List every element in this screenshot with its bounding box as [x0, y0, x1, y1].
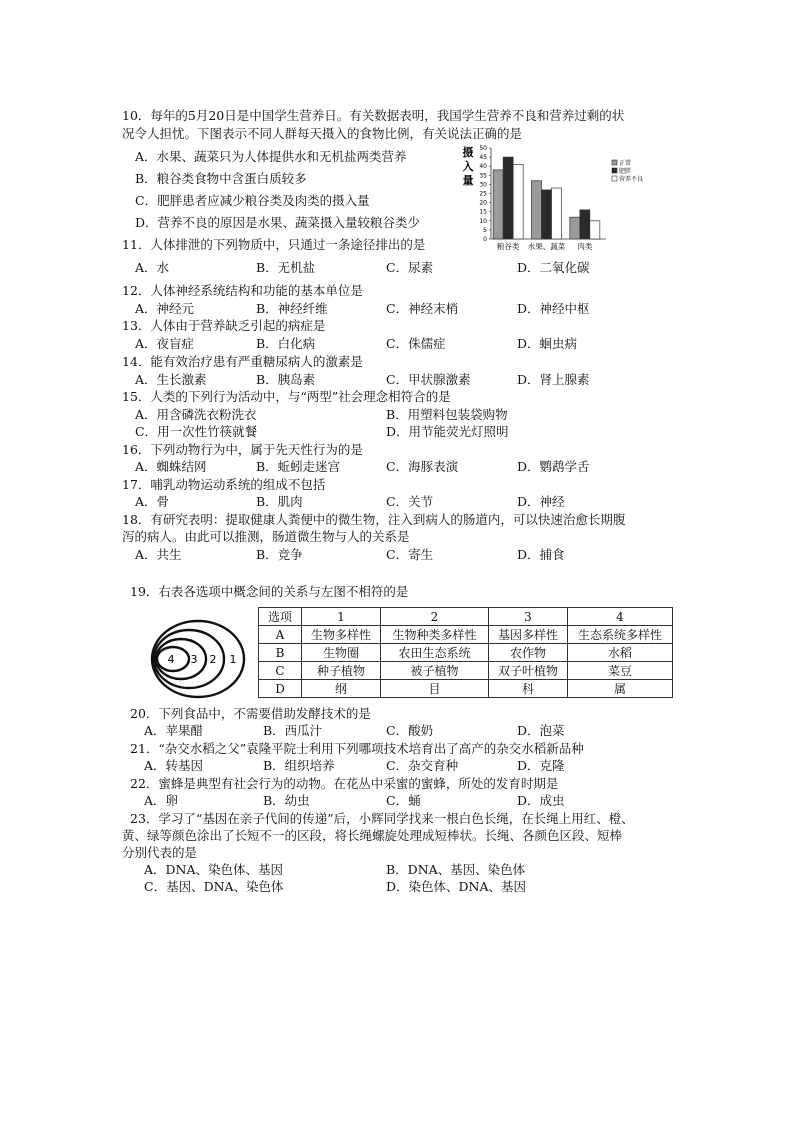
x-category-label: 水果、蔬菜: [527, 242, 566, 251]
y-axis-label-char: 摄: [462, 146, 474, 159]
y-tick-label: 5: [483, 226, 487, 234]
table-cell: 菜豆: [568, 662, 673, 680]
q22-option-d: D．成虫: [517, 793, 565, 808]
q15-option-d: D．用节能荧光灯照明: [386, 424, 509, 439]
q20-option-a: A．苹果醋: [144, 723, 204, 738]
q12-option-a: A．神经元: [135, 301, 195, 316]
circle-label-2: 2: [209, 653, 217, 666]
table-row: [259, 626, 673, 644]
bar-1-2: [552, 188, 562, 239]
legend-swatch: [612, 160, 617, 165]
table-cell: 水稻: [568, 644, 673, 662]
table-cell: 目: [381, 680, 489, 698]
y-tick-label: 45: [479, 154, 487, 162]
bar-1-0: [532, 181, 542, 239]
y-tick-label: 10: [479, 217, 487, 225]
q12-option-b: B．神经纤维: [256, 301, 328, 316]
q21-option-c: C．杂交育种: [386, 758, 459, 773]
food-intake-bar-chart: [458, 140, 658, 255]
table-row: [259, 680, 673, 698]
q17-option-a: A．骨: [135, 494, 170, 509]
q17-stem: 17．哺乳动物运动系统的组成不包括: [122, 477, 326, 492]
q11-stem: 11．人体排泄的下列物质中，只通过一条途径排出的是: [122, 237, 426, 252]
y-axis-label-char: 入: [462, 160, 474, 173]
q11-option-c: C．尿素: [386, 260, 434, 275]
q19-stem: 19．右表各选项中概念间的关系与左图不相符的是: [130, 584, 409, 599]
q17-option-c: C．关节: [386, 494, 434, 509]
table-row: [259, 644, 673, 662]
q12-stem: 12．人体神经系统结构和功能的基本单位是: [122, 283, 363, 298]
q17-option-d: D．神经: [517, 494, 565, 509]
q14-option-c: C．甲状腺激素: [386, 372, 471, 387]
circle-3: [156, 639, 206, 679]
legend-swatch: [612, 176, 617, 181]
q13-option-d: D．蛔虫病: [517, 336, 578, 351]
q11-option-a: A．水: [135, 260, 170, 275]
table-header-cell: 3: [489, 608, 568, 626]
q11-option-b: B．无机盐: [256, 260, 316, 275]
bar-0-0: [493, 170, 503, 239]
q21-option-b: B．组织培养: [263, 758, 335, 773]
table-header-cell: 2: [381, 608, 489, 626]
q13-option-a: A．夜盲症: [135, 336, 195, 351]
q10-stem-line2: 况令人担忧。下图表示不同人群每天摄入的食物比例，有关说法正确的是: [122, 126, 523, 141]
y-tick-label: 20: [479, 199, 487, 207]
y-tick-label: 35: [479, 172, 487, 180]
table-cell: 基因多样性: [489, 626, 568, 644]
q22-option-b: B．幼虫: [263, 793, 310, 808]
q12-option-c: C．神经末梢: [386, 301, 459, 316]
table-header-cell: 1: [302, 608, 381, 626]
q18-option-a: A．共生: [135, 547, 182, 562]
table-cell: C: [259, 662, 302, 680]
q18-option-b: B．竞争: [256, 547, 303, 562]
table-cell: A: [259, 626, 302, 644]
circle-label-3: 3: [190, 653, 198, 666]
q22-stem: 22．蜜蜂是典型有社会行为的动物。在花丛中采蜜的蜜蜂，所处的发育时期是: [130, 776, 559, 791]
table-cell: 被子植物: [381, 662, 489, 680]
y-tick-label: 40: [479, 163, 487, 171]
x-category-label: 粮谷类: [496, 242, 520, 251]
legend-label: 肥胖: [619, 168, 632, 175]
q15-stem: 15．人类的下列行为活动中，与“两型”社会理念相符合的是: [122, 389, 451, 404]
y-tick-label: 25: [479, 190, 487, 198]
y-tick-label: 30: [479, 181, 487, 189]
q10-option-b: B．粮谷类食物中含蛋白质较多: [135, 171, 307, 186]
nested-circles-diagram: [150, 618, 250, 702]
y-tick-label: 15: [479, 208, 487, 216]
q23-stem-line3: 分别代表的是: [122, 845, 198, 860]
q18-stem-line1: 18．有研究表明：提取健康人粪便中的微生物，注入到病人的肠道内，可以快速治愈长期腹: [122, 512, 626, 527]
legend-label: 正常: [619, 160, 632, 167]
table-cell: 农田生态系统: [381, 644, 489, 662]
bar-2-0: [570, 217, 580, 239]
q14-option-d: D．肾上腺素: [517, 372, 590, 387]
bar-2-2: [590, 221, 600, 239]
q15-option-b: B．用塑料包装袋购物: [386, 407, 508, 422]
table-header-row: [259, 608, 673, 626]
q20-option-b: B．西瓜汁: [263, 723, 323, 738]
q16-option-a: A．蜘蛛结网: [135, 459, 207, 474]
q13-option-b: B．白化病: [256, 336, 316, 351]
table-header-cell: 选项: [259, 608, 302, 626]
q23-stem-line2: 黄、绿等颜色涂出了长短不一的区段，将长绳螺旋处理成短棒状。长绳、各颜色区段、短棒: [122, 828, 623, 843]
y-tick-label: 50: [479, 145, 487, 152]
q21-option-a: A．转基因: [144, 758, 204, 773]
bar-1-1: [542, 190, 552, 239]
table-cell: 种子植物: [302, 662, 381, 680]
table-header-cell: 4: [568, 608, 673, 626]
q11-option-d: D．二氧化碳: [517, 260, 590, 275]
q12-option-d: D．神经中枢: [517, 301, 590, 316]
q14-option-a: A．生长激素: [135, 372, 207, 387]
q16-stem: 16．下列动物行为中，属于先天性行为的是: [122, 442, 363, 457]
x-category-label: 肉类: [577, 242, 593, 251]
table-row: [259, 662, 673, 680]
legend-swatch: [612, 168, 617, 173]
q23-option-c: C．基因、DNA、染色体: [144, 879, 284, 894]
table-cell: 生态系统多样性: [568, 626, 673, 644]
bar-0-1: [503, 157, 513, 239]
q18-stem-line2: 泻的病人。由此可以推测，肠道微生物与人的关系是: [122, 529, 410, 544]
q13-stem: 13．人体由于营养缺乏引起的病症是: [122, 318, 326, 333]
q17-option-b: B．肌肉: [256, 494, 303, 509]
q23-option-a: A．DNA、染色体、基因: [144, 862, 284, 877]
table-cell: 双子叶植物: [489, 662, 568, 680]
q16-option-c: C．海豚表演: [386, 459, 459, 474]
table-cell: 生物圈: [302, 644, 381, 662]
q23-option-d: D．染色体、DNA、基因: [386, 879, 527, 894]
q22-option-a: A．卵: [144, 793, 179, 808]
table-cell: 纲: [302, 680, 381, 698]
q18-option-c: C．寄生: [386, 547, 434, 562]
bar-0-2: [513, 164, 523, 239]
q22-option-c: C．蛹: [386, 793, 421, 808]
q10-option-d: D．营养不良的原因是水果、蔬菜摄入量较粮谷类少: [135, 215, 421, 230]
circle-label-1: 1: [229, 653, 237, 666]
q21-stem: 21．“杂交水稻之父”袁隆平院士利用下列哪项技术培育出了高产的杂交水稻新品种: [130, 741, 584, 756]
bar-2-1: [580, 210, 590, 239]
q23-option-b: B．DNA、基因、染色体: [386, 862, 526, 877]
q16-option-d: D．鹦鹉学舌: [517, 459, 590, 474]
q20-option-d: D．泡菜: [517, 723, 565, 738]
q13-option-c: C．侏儒症: [386, 336, 446, 351]
y-tick-label: 0: [483, 236, 487, 243]
legend-label: 营养不良: [619, 176, 644, 183]
table-cell: 生物种类多样性: [381, 626, 489, 644]
q10-stem-line1: 10．每年的5月20日是中国学生营养日。有关数据表明，我国学生营养不良和营养过剩的状: [122, 108, 625, 123]
y-axis-label-char: 量: [462, 174, 474, 187]
table-cell: 属: [568, 680, 673, 698]
q18-option-d: D．捕食: [517, 547, 565, 562]
q15-option-c: C．用一次性竹筷就餐: [135, 424, 258, 439]
q21-option-d: D．克隆: [517, 758, 565, 773]
table-cell: 生物多样性: [302, 626, 381, 644]
table-cell: 科: [489, 680, 568, 698]
table-cell: 农作物: [489, 644, 568, 662]
q10-option-c: C．肥胖患者应减少粮谷类及肉类的摄入量: [135, 193, 370, 208]
q14-option-b: B．胰岛素: [256, 372, 316, 387]
q20-option-c: C．酸奶: [386, 723, 434, 738]
concept-table: [258, 607, 673, 698]
table-cell: D: [259, 680, 302, 698]
circle-label-4: 4: [167, 653, 175, 666]
q16-option-b: B．蚯蚓走迷宫: [256, 459, 341, 474]
q15-option-a: A．用含磷洗衣粉洗衣: [135, 407, 257, 422]
q20-stem: 20．下列食品中，不需要借助发酵技术的是: [130, 706, 371, 721]
q14-stem: 14．能有效治疗患有严重糖尿病人的激素是: [122, 354, 363, 369]
q10-option-a: A．水果、蔬菜只为人体提供水和无机盐两类营养: [135, 149, 407, 164]
table-cell: B: [259, 644, 302, 662]
q23-stem-line1: 23．学习了“基因在亲子代间的传递”后，小辉同学找来一根白色长绳，在长绳上用红、橙、: [130, 811, 634, 826]
